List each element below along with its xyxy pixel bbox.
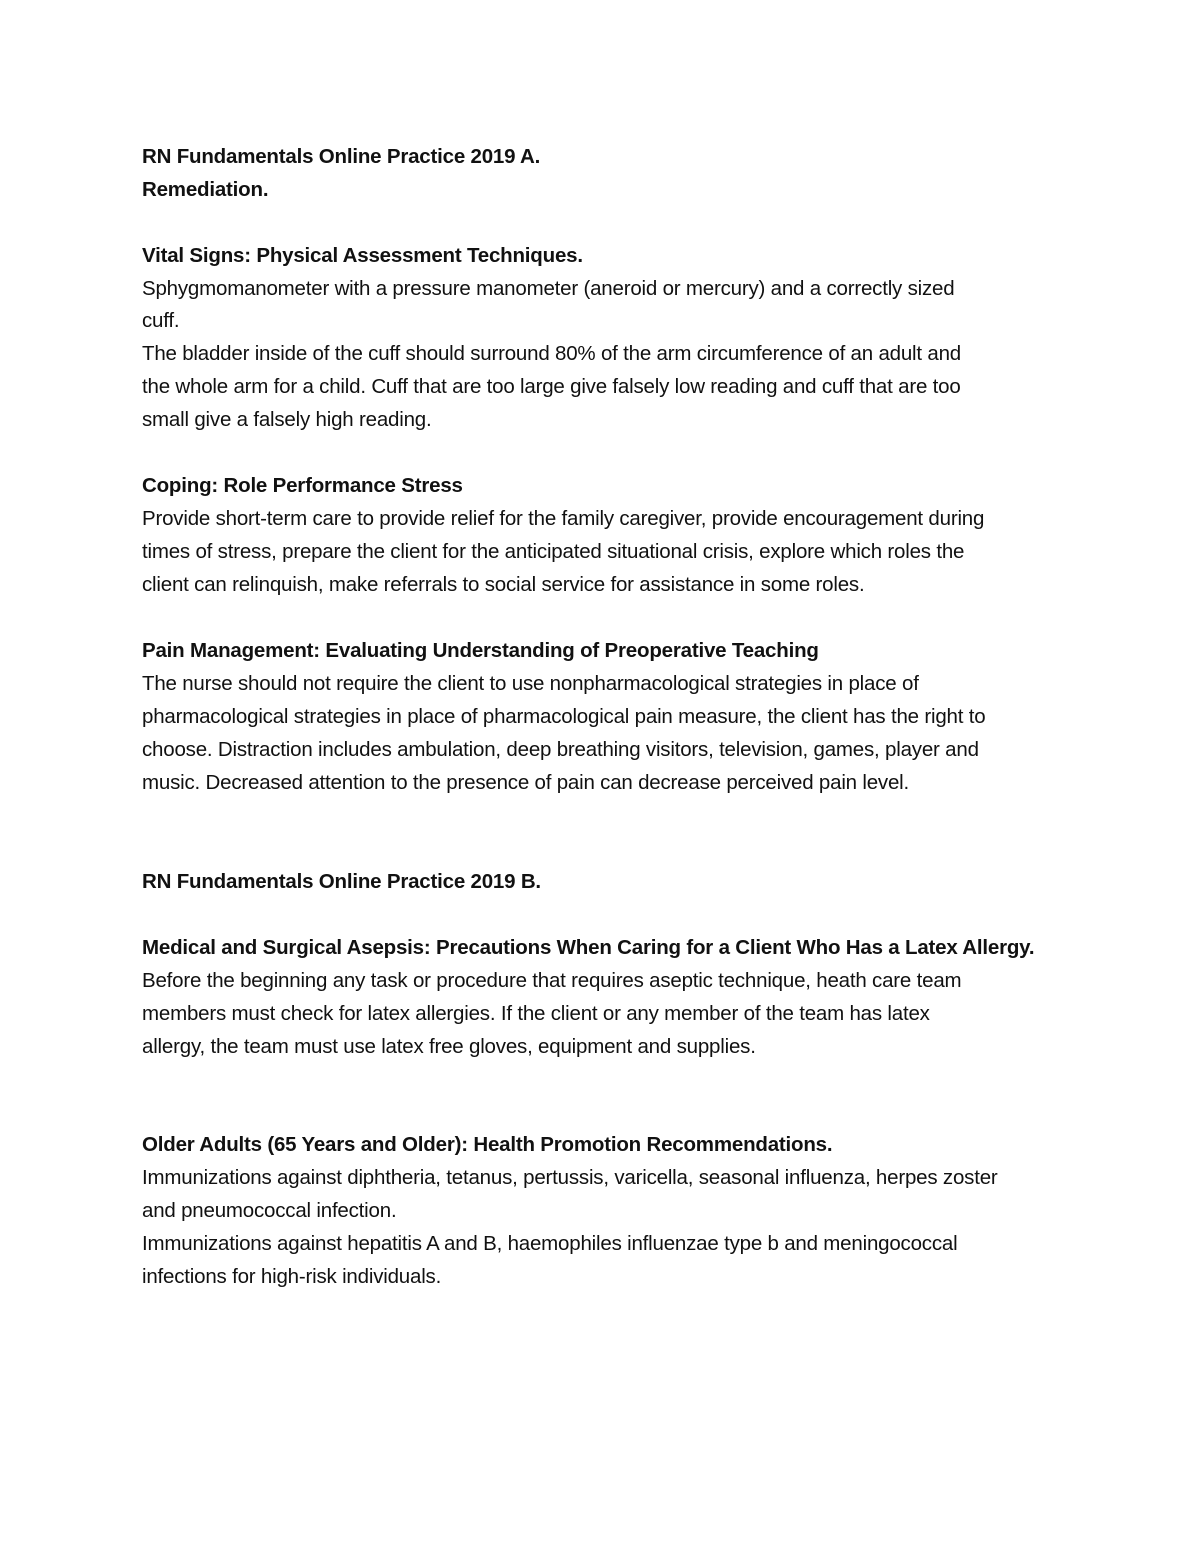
section-line: allergy, the team must use latex free gloves, equipment and supplies. xyxy=(142,1035,756,1058)
document-title-a: RN Fundamentals Online Practice 2019 A. xyxy=(142,145,541,168)
section-line: Immunizations against hepatitis A and B, haemophiles influenzae type b and meningococcal xyxy=(142,1232,958,1255)
section-line: The nurse should not require the client to use nonpharmacological strategies in place of xyxy=(142,672,919,695)
section-line: choose. Distraction includes ambulation, deep breathing visitors, television, games, player and xyxy=(142,738,979,761)
section-line: members must check for latex allergies. If the client or any member of the team has latex xyxy=(142,1002,930,1025)
section-line: pharmacological strategies in place of pharmacological pain measure, the client has the right to xyxy=(142,705,986,728)
section-heading-pain-management: Pain Management: Evaluating Understanding of Preoperative Teaching xyxy=(142,639,819,662)
document-subtitle-remediation: Remediation. xyxy=(142,178,269,201)
section-line: times of stress, prepare the client for the anticipated situational crisis, explore which roles the xyxy=(142,540,965,563)
section-line: music. Decreased attention to the presence of pain can decrease perceived pain level. xyxy=(142,771,910,794)
section-line: infections for high-risk individuals. xyxy=(142,1265,442,1288)
section-line: Immunizations against diphtheria, tetanus, pertussis, varicella, seasonal influenza, herpes zoster xyxy=(142,1166,998,1189)
section-heading-coping: Coping: Role Performance Stress xyxy=(142,474,463,497)
section-line: Sphygmomanometer with a pressure manometer (aneroid or mercury) and a correctly sized xyxy=(142,277,955,300)
section-heading-asepsis: Medical and Surgical Asepsis: Precautions When Caring for a Client Who Has a Latex Allergy. xyxy=(142,936,1035,959)
section-line: Provide short-term care to provide relief for the family caregiver, provide encouragement during xyxy=(142,507,985,530)
section-line: Before the beginning any task or procedure that requires aseptic technique, heath care team xyxy=(142,969,962,992)
section-line: the whole arm for a child. Cuff that are too large give falsely low reading and cuff that are too xyxy=(142,375,961,398)
section-heading-vital-signs: Vital Signs: Physical Assessment Techniques. xyxy=(142,244,583,267)
document-title-b: RN Fundamentals Online Practice 2019 B. xyxy=(142,870,541,893)
section-line: and pneumococcal infection. xyxy=(142,1199,397,1222)
section-line: client can relinquish, make referrals to social service for assistance in some roles. xyxy=(142,573,865,596)
section-line: small give a falsely high reading. xyxy=(142,408,432,431)
section-line: The bladder inside of the cuff should surround 80% of the arm circumference of an adult and xyxy=(142,342,962,365)
section-line: cuff. xyxy=(142,309,180,332)
section-heading-older-adults: Older Adults (65 Years and Older): Health Promotion Recommendations. xyxy=(142,1133,833,1156)
